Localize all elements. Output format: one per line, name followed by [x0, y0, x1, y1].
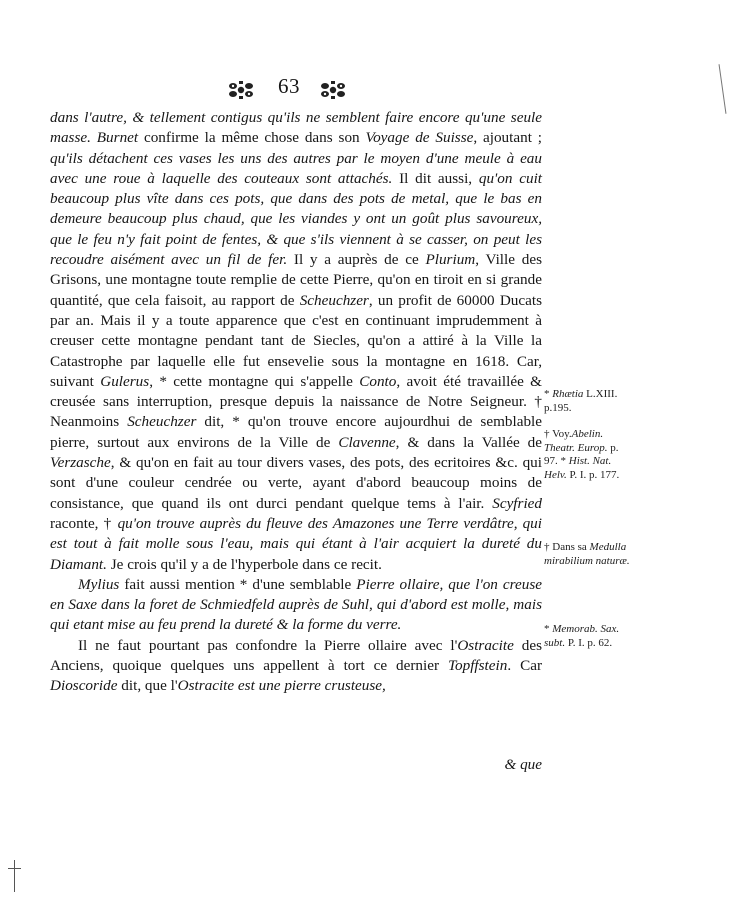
page-number: 63: [278, 74, 300, 98]
italic-run: Scheuchzer: [127, 413, 197, 431]
text-run: Il ne faut pourtant pas confondre la Pierre ollaire avec l': [78, 636, 458, 654]
italic-run: qu'ils détachent ces vases les uns des autres par le moyen d'une meule à eau avec une roue à laquelle des couteaux sont attachés.: [50, 149, 542, 187]
italic-run: Pierre ollaire, que l'on creuse en Saxe dans la foret de Schmiedfeld auprès de Suhl, qui d'abord est molle, mais qui etant mise au feu prend la dureté & la forme du verre.: [50, 575, 542, 634]
italic-run: Scyfried: [492, 494, 542, 512]
italic-run: Ostracite: [457, 636, 514, 654]
italic-run: Verzasche: [50, 454, 111, 472]
italic-run: Burnet: [96, 129, 139, 147]
registration-mark: [8, 868, 21, 869]
catchword: & que: [504, 756, 542, 773]
text-run: P. I. p. 62.: [565, 636, 613, 649]
text-run: , un profit de 60000 Ducats par an. Mais il y a toute apparence que c'est en continuant imprudemment à creuser cette montagne pendant tant de Siecles, qu'on a attiré à la Ville la Catastrophe par laquelle elle fut ensevelie sous la montagne en 1618. Car, suivant: [50, 291, 542, 390]
italic-run: Medulla mirabilium naturæ.: [544, 541, 630, 567]
italic-run: Scheuchzer: [299, 291, 369, 309]
margin-note: [544, 541, 634, 568]
italic-run: Hist. Nat. Helv.: [544, 455, 612, 481]
body-text: [50, 108, 542, 697]
italic-run: Memorab. Sax. subt.: [544, 623, 620, 649]
italic-run: Clavenne: [338, 433, 396, 451]
paragraph: [50, 636, 542, 697]
text-run: L.XIII. p.195.: [544, 388, 618, 414]
italic-run: Rhætia: [552, 388, 584, 400]
page-header: [228, 74, 348, 104]
italic-run: Voyage de Suisse: [365, 129, 474, 147]
text-run: fait aussi mention * d'une semblable: [119, 575, 357, 593]
note-mark: *: [544, 388, 550, 400]
text-run: . Car: [507, 657, 543, 675]
registration-mark: [14, 860, 15, 892]
text-run: Il dit aussi,: [392, 169, 479, 187]
text-run: , ajoutant ;: [473, 129, 542, 147]
note-mark: †: [544, 428, 550, 440]
text-run: Voy.: [552, 428, 572, 440]
paragraph: [50, 575, 542, 636]
italic-run: Mylius: [78, 575, 120, 593]
italic-run: qu'on trouve auprès du fleuve des Amazones une Terre verdâtre, qui est tout à fait molle sous l'eau, mais qui étant à l'air acquiert la dureté du Diamant.: [50, 514, 542, 573]
scan-mark: [719, 64, 727, 114]
italic-run: Plurium: [425, 251, 476, 269]
text-run: raconte, †: [50, 514, 118, 532]
paragraph: [50, 108, 542, 575]
note-mark: †: [544, 541, 550, 553]
italic-run: qu'on cuit beaucoup plus vîte dans ces pots, que dans des pots de metal, que le bas en demeure beaucoup plus chaud, que les viandes y ont un goût plus savoureux, que le feu n'y fait point de fentes, & que s'ils viennent à se casser, on peut les recoudre aisément avec un fil de fer.: [50, 169, 543, 269]
italic-run: Gulerus: [100, 372, 150, 390]
text-run: des Anciens, quoique quelques uns appellent à tort ce dernier: [50, 636, 542, 675]
text-run: P. I. p. 177.: [566, 468, 620, 481]
fleuron-ornament-right-icon: [320, 80, 346, 100]
italic-run: dans l'autre, & tellement contigus qu'ils ne semblent faire encore qu'une seule masse.: [50, 109, 542, 147]
text-run: dit, * qu'on trouve encore aujourdhui de semblable pierre, surtout aux environs de la Ville de: [50, 413, 542, 451]
fleuron-ornament-left-icon: [228, 80, 254, 100]
italic-run: Ostracite est une pierre crusteuse,: [177, 677, 386, 695]
text-run: , * cette montagne qui s'appelle: [149, 372, 360, 390]
text-run: , & qu'on en fait au tour divers vases, des pots, des ecritoires &c. qui sont d'une couleur cendrée ou verte, ayant d'abord beaucoup moins de consistance, que quand ils ont durci pendant quelque tems à l'air.: [50, 454, 542, 512]
text-run: , avoit été travaillée & creusée sans interruption, presque depuis la naissance de Notre Seigneur. † Neanmoins: [50, 372, 542, 431]
text-run: Il y a auprès de ce: [287, 251, 426, 269]
text-run: , Ville des Grisons, une montagne toute remplie de cette Pierre, qu'on en tiroit en si grande quantité, que cela faisoit, au rapport de: [50, 251, 542, 309]
margin-note: [544, 388, 634, 415]
italic-run: Abelin. Theatr. Europ.: [544, 428, 608, 454]
text-run: Je crois qu'il y a de l'hyperbole dans ce recit.: [106, 555, 382, 573]
note-mark: *: [544, 623, 550, 635]
text-run: , & dans la Vallée de: [395, 433, 543, 451]
text-run: p. 97. *: [544, 441, 619, 467]
text-run: Dans sa: [552, 541, 590, 553]
margin-note: [544, 428, 634, 482]
text-run: dit, que l': [117, 677, 178, 695]
text-run: confirme la même chose dans son: [138, 129, 366, 147]
italic-run: Topffstein: [447, 657, 508, 675]
margin-note: [544, 623, 634, 650]
italic-run: Dioscoride: [50, 677, 118, 695]
italic-run: Conto: [359, 372, 397, 390]
